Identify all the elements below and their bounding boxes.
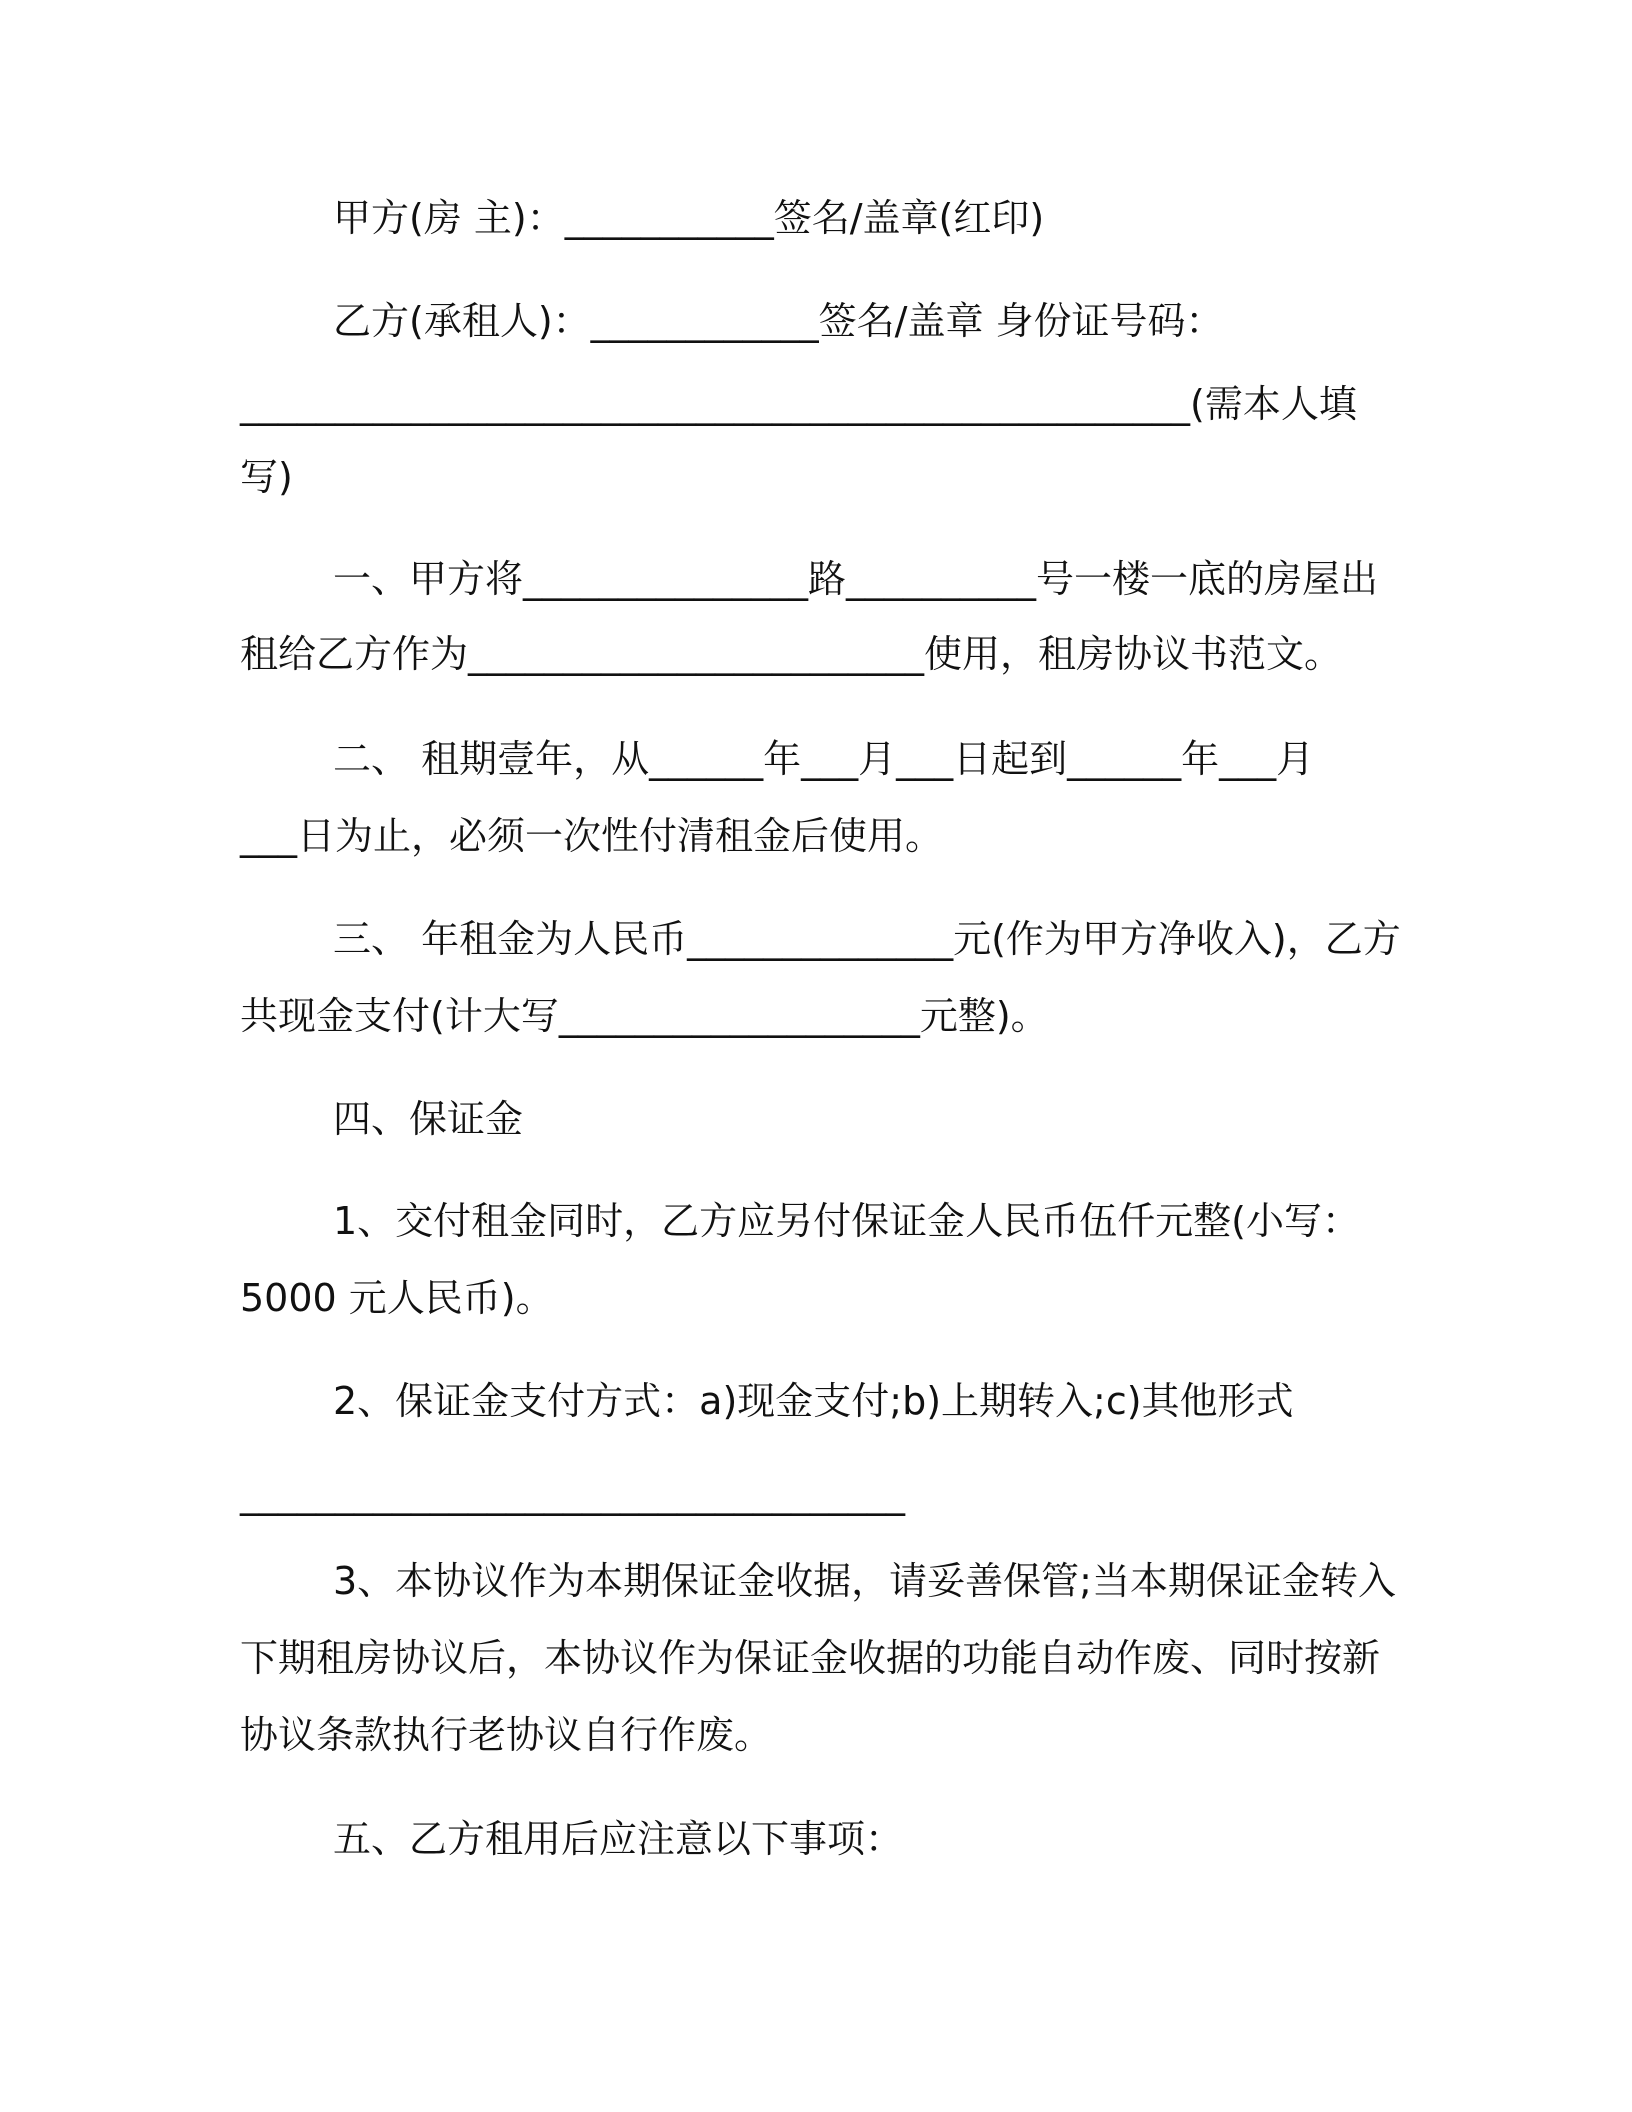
deposit-item-3-line-3: 协议条款执行老协议自行作废。 bbox=[240, 1713, 773, 1757]
deposit-item-3-line-1: 3、本协议作为本期保证金收据，请妥善保管;当本期保证金转入 bbox=[333, 1559, 1396, 1603]
clause-3-line-1: 三、 年租金为人民币______________元(作为甲方净收入)，乙方 bbox=[333, 917, 1401, 961]
id-number-blank-line: __________________________________________________(需本人填 bbox=[240, 382, 1357, 426]
clause-2-line-1: 二、 租期壹年，从______年___月___日起到______年___月 bbox=[333, 737, 1315, 781]
party-b-signature-line: 乙方(承租人)：____________签名/盖章 身份证号码： bbox=[333, 299, 1224, 343]
deposit-item-2-blank-line: ___________________________________ bbox=[240, 1472, 905, 1516]
clause-1-line-1: 一、甲方将_______________路__________号一楼一底的房屋出 bbox=[333, 557, 1379, 601]
id-number-note-line: 写) bbox=[240, 455, 293, 499]
clause-1-line-2: 租给乙方作为________________________使用，租房协议书范文。 bbox=[240, 632, 1343, 676]
deposit-item-2-line-1: 2、保证金支付方式：a)现金支付;b)上期转入;c)其他形式 bbox=[333, 1379, 1294, 1423]
clause-2-line-2: ___日为止，必须一次性付清租金后使用。 bbox=[240, 814, 944, 858]
deposit-item-3-line-2: 下期租房协议后，本协议作为保证金收据的功能自动作废、同时按新 bbox=[240, 1636, 1381, 1680]
deposit-item-1-line-2: 5000 元人民币)。 bbox=[240, 1276, 554, 1320]
party-a-signature-line: 甲方(房 主)：___________签名/盖章(红印) bbox=[333, 196, 1045, 240]
deposit-item-1-line-1: 1、交付租金同时，乙方应另付保证金人民币伍仟元整(小写： bbox=[333, 1199, 1361, 1243]
clause-4-heading: 四、保证金 bbox=[333, 1097, 524, 1141]
clause-5-heading: 五、乙方租用后应注意以下事项： bbox=[333, 1817, 904, 1861]
clause-3-line-2: 共现金支付(计大写___________________元整)。 bbox=[240, 994, 1049, 1038]
